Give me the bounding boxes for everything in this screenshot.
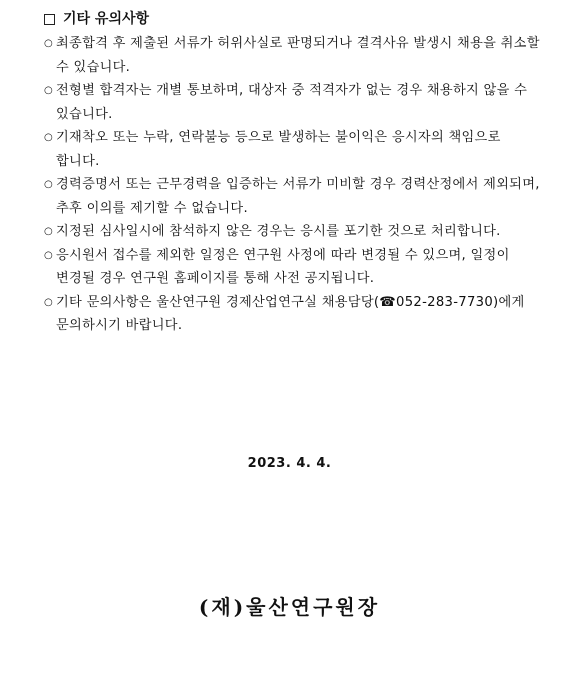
notice-list [44,32,544,338]
circle-bullet-icon: ○ [44,179,54,190]
list-item [44,79,544,126]
list-item-text: 전형별 합격자는 개별 통보하며, 대상자 중 적격자가 없는 경우 채용하지 않을 수 있습니다. [56,83,528,122]
list-item [44,220,544,244]
circle-bullet-icon: ○ [44,38,54,49]
circle-bullet-icon: ○ [44,226,54,237]
checkbox-icon [44,14,55,25]
list-item-text: 지정된 심사일시에 참석하지 않은 경우는 응시를 포기한 것으로 처리합니다. [56,224,501,239]
document-date: 2023. 4. 4. [247,456,332,471]
list-item-text: 최종합격 후 제출된 서류가 허위사실로 판명되거나 결격사유 발생시 채용을 취소할 수 있습니다. [56,36,540,75]
list-item [44,244,544,291]
list-item [44,173,544,220]
list-item-text: 기타 문의사항은 울산연구원 경제산업연구실 채용담당(☎052-283-7730)에게 문의하시기 바랍니다. [56,294,525,333]
list-item [44,126,544,173]
circle-bullet-icon: ○ [44,249,54,261]
list-item [44,32,544,79]
notice-section [44,8,544,338]
list-item [44,291,544,338]
circle-bullet-icon: ○ [44,85,54,96]
issuer-signature: (재)울산연구원장 [198,595,381,619]
list-item-text: 응시원서 접수를 제외한 일정은 연구원 사정에 따라 변경될 수 있으며, 일정이 변경될 경우 연구원 홈페이지를 통해 사전 공지됩니다. [56,247,510,286]
list-item-text: 기재착오 또는 누락, 연락불능 등으로 발생하는 불이익은 응시자의 책임으로 합니다. [56,130,501,169]
section-title: 기타 유의사항 [63,11,150,27]
circle-bullet-icon: ○ [44,132,54,143]
circle-bullet-icon: ○ [44,296,54,308]
section-heading [44,8,544,30]
list-item-text: 경력증명서 또는 근무경력을 입증하는 서류가 미비할 경우 경력산정에서 제외되며, 추후 이의를 제기할 수 없습니다. [56,177,540,216]
